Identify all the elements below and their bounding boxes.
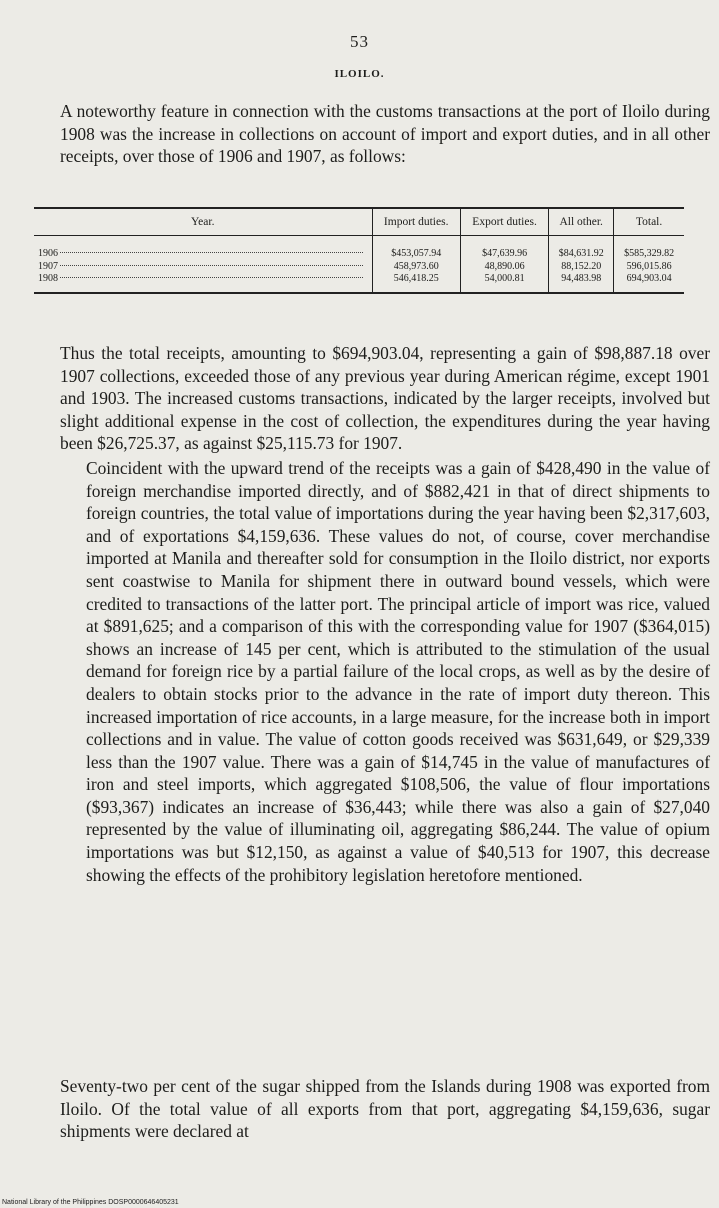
customs-receipts-table <box>34 207 684 294</box>
library-watermark: National Library of the Philippines DOSP0000646405231 <box>2 1199 179 1206</box>
table-row <box>34 236 684 293</box>
export-1908: 54,000.81 <box>484 273 525 284</box>
page-number: 53 <box>350 32 369 51</box>
export-1906: $47,639.96 <box>482 248 528 259</box>
year-1908: 1908 <box>38 273 58 284</box>
total-1908: 694,903.04 <box>626 273 672 284</box>
export-1907: 48,890.06 <box>484 260 525 272</box>
import-1906: $453,057.94 <box>391 248 442 259</box>
other-1908: 94,483.98 <box>561 273 602 284</box>
other-1906: $84,631.92 <box>558 248 604 259</box>
all-other-cell <box>549 236 614 293</box>
other-1907: 88,152.20 <box>561 260 602 272</box>
header-import-duties: Import duties. <box>372 208 460 236</box>
header-all-other: All other. <box>549 208 614 236</box>
paragraph-1: A noteworthy feature in connection with the customs transactions at the port of Iloilo during 1908 was the increase in collections on account of import and export duties, and in all other receipts, over those of 1906 and 1907, as follows: <box>60 101 710 167</box>
header-export-duties: Export duties. <box>460 208 548 236</box>
paragraph-2: Thus the total receipts, amounting to $694,903.04, representing a gain of $98,887.18 over 1907 collections, exceeded those of any previous year during American régime, except 1901 and 1903. The increased customs transactions, indicated by the larger receipts, involved but slight additional expense in the cost of collection, the expenditures during the year having been $26,725.37, as against $25,115.73 for 1907. Coincident with the upward trend of the receipts was a gain of $428,490 in the value of foreign merchandise imported directly, and of $882,421 in that of direct shipments to foreign countries, the total value of importations during the year having been $2,317,603, and of exportations $4,159,636. These values do not, of course, cover merchandise imported at Manila and thereafter sold for consumption in the Iloilo district, nor exports sent coastwise to Manila for shipment there in outward bound vessels, which were credited to transactions of the latter port. The principal article of import was rice, valued at $891,625; and a comparison of this with the corresponding value for 1907 ($364,015) shows an increase of 145 per cent, which is attributed to the stimulation of the usual demand for foreign rice by a partial failure of the local crops, as well as by the desire of dealers to obtain stocks prior to the advance in the rate of import duty thereon. This increased importation of rice accounts, in a large measure, for the increase both in import collections and in value. The value of cotton goods received was $631,649, or $29,339 less than the 1907 value. There was a gain of $14,745 in the value of manufactures of iron and steel imports, which aggregated $108,506, the value of flour importations ($93,367) indicates an increase of $36,443; while there was also a gain of $27,040 represented by the value of illuminating oil, aggregating $86,244. The value of opium importations was but $12,150, as against a value of $40,513 for 1907, this decrease showing the effects of the prohibitory legislation heretofore mentioned. <box>60 343 710 885</box>
import-duties-cell <box>372 236 460 293</box>
total-1906: $585,329.82 <box>624 248 675 259</box>
header-total: Total. <box>614 208 684 236</box>
total-1907: 596,015.86 <box>626 260 672 272</box>
import-1908: 546,418.25 <box>393 273 439 284</box>
paragraph-4: Seventy-two per cent of the sugar shipped from the Islands during 1908 was exported from Iloilo. Of the total value of all exports from that port, aggregating $4,159,636, sugar shipments were declared at <box>60 1076 710 1142</box>
year-cell <box>34 236 372 293</box>
header-year: Year. <box>34 208 372 236</box>
section-heading: ILOILO. <box>334 68 385 80</box>
export-duties-cell <box>460 236 548 293</box>
year-1907: 1907 <box>38 260 58 272</box>
year-1906: 1906 <box>38 248 58 259</box>
import-1907: 458,973.60 <box>393 260 439 272</box>
total-cell <box>614 236 684 293</box>
paragraph-3: Coincident with the upward trend of the receipts was a gain of $428,490 in the value of foreign merchandise imported directly, and of $882,421 in that of direct shipments to foreign countries, the total value of importations during the year having been $2,317,603, and of exportations $4,159,636. These values do not, of course, cover merchandise imported at Manila and thereafter sold for consumption in the Iloilo district, nor exports sent coastwise to Manila for shipment there in outward bound vessels, which were credited to transactions of the latter port. The principal article of import was rice, valued at $891,625; and a comparison of this with the corresponding value for 1907 ($364,015) shows an increase of 145 per cent, which is attributed to the stimulation of the usual demand for foreign rice by a partial failure of the local crops, as well as by the desire of dealers to obtain stocks prior to the advance in the rate of import duty thereon. This increased importation of rice accounts, in a large measure, for the increase both in import collections and in value. The value of cotton goods received was $631,649, or $29,339 less than the 1907 value. There was a gain of $14,745 in the value of manufactures of iron and steel imports, which aggregated $108,506, the value of flour importations ($93,367) indicates an increase of $36,443; while there was also a gain of $27,040 represented by the value of illuminating oil, aggregating $86,244. The value of opium importations was but $12,150, as against a value of $40,513 for 1907, this decrease showing the effects of the prohibitory legislation heretofore mentioned. <box>86 457 710 885</box>
